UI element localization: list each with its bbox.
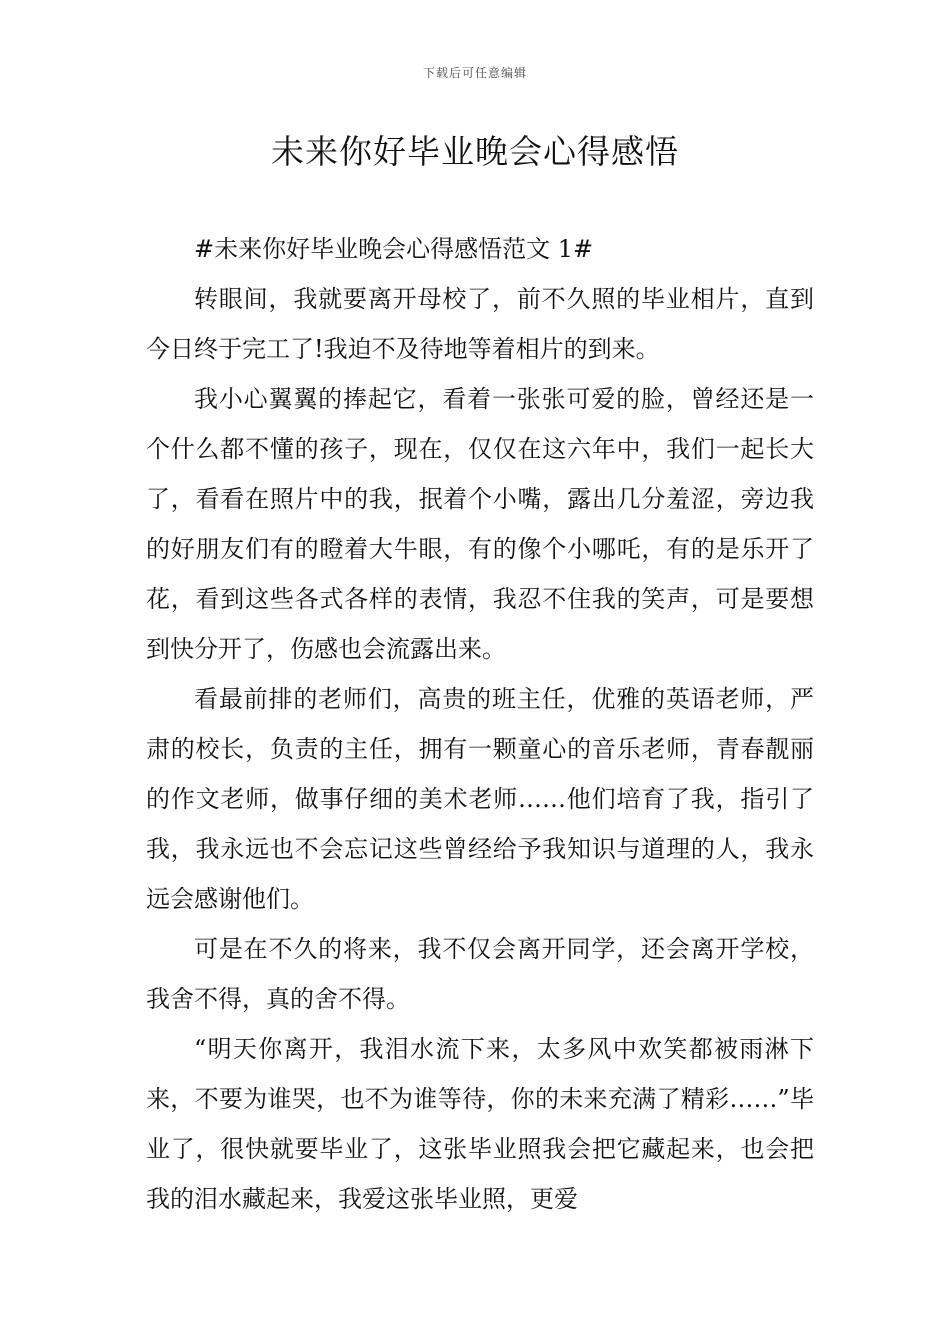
paragraph: “明天你离开，我泪水流下来，太多风中欢笑都被雨淋下来，不要为谁哭，也不为谁等待，你的未来充满了精彩……”毕业了，很快就要毕业了，这张毕业照我会把它藏起来，也会把我的泪水藏起来，我爱这张毕业照，更爱 [146,1035,814,1213]
paragraph: 转眼间，我就要离开母校了，前不久照的毕业相片，直到今日终于完工了!我迫不及待地等着相片的到来。 [146,285,814,363]
section-subheading: #未来你好毕业晚会心得感悟范文 1# [194,235,594,263]
paragraph: 可是在不久的将来，我不仅会离开同学，还会离开学校，我舍不得，真的舍不得。 [146,935,814,1013]
paragraph: 我小心翼翼的捧起它，看着一张张可爱的脸，曾经还是一个什么都不懂的孩子，现在，仅仅在这六年中，我们一起长大了，看看在照片中的我，抿着个小嘴，露出几分羞涩，旁边我的好朋友们有的瞪着大牛眼，有的像个小哪吒，有的是乐开了花，看到这些各式各样的表情，我忍不住我的笑声，可是要想到快分开了，伤感也会流露出来。 [146,385,814,663]
header-note: 下载后可任意编辑 [422,66,527,80]
page-title: 未来你好毕业晚会心得感悟 [271,132,679,171]
document-body [146,224,814,1224]
paragraph: 看最前排的老师们，高贵的班主任，优雅的英语老师，严肃的校长，负责的主任，拥有一颗童心的音乐老师，青春靓丽的作文老师，做事仔细的美术老师……他们培育了我，指引了我，我永远也不会忘记这些曾经给予我知识与道理的人，我永远会感谢他们。 [146,685,814,913]
